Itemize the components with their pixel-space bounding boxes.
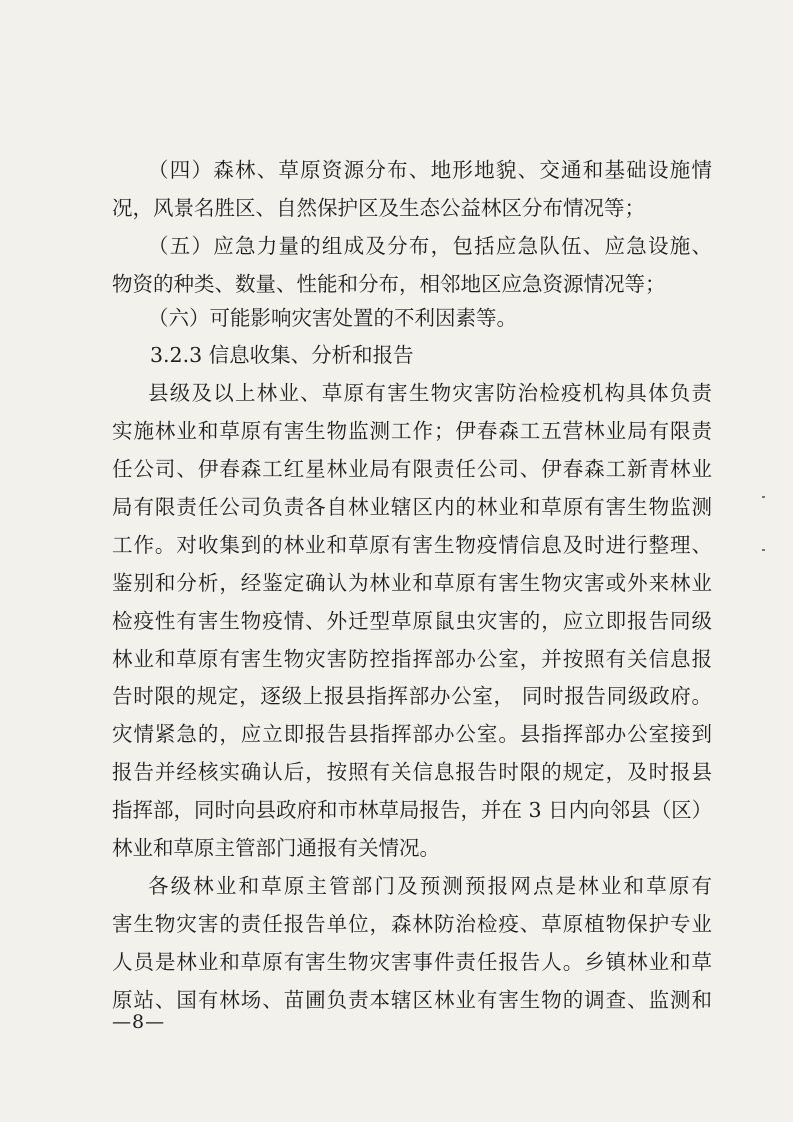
- page-number: —8—: [112, 1011, 166, 1033]
- text-line: 各级林业和草原主管部门及预测预报网点是林业和草原有: [148, 874, 712, 898]
- text-line: 县级及以上林业、草原有害生物灾害防治检疫机构具体负责: [148, 381, 712, 405]
- text-line: 灾情紧急的，应立即报告县指挥部办公室。县指挥部办公室接到: [112, 722, 712, 746]
- text-line: 原站、国有林场、苗圃负责本辖区林业有害生物的调查、监测和: [112, 988, 712, 1012]
- text-line: 林业和草原有害生物灾害防控指挥部办公室，并按照有关信息报: [112, 647, 712, 671]
- text-line: （六）可能影响灾害处置的不利因素等。: [148, 306, 517, 330]
- text-line: 报告并经核实确认后，按照有关信息报告时限的规定，及时报县: [112, 760, 712, 784]
- text-line: 物资的种类、数量、性能和分布，相邻地区应急资源情况等；: [112, 272, 666, 296]
- text-line: 局有限责任公司负责各自林业辖区内的林业和草原有害生物监测: [112, 495, 712, 519]
- text-line: 检疫性有害生物疫情、外迁型草原鼠虫灾害的，应立即报告同级: [112, 609, 712, 633]
- scan-speck: [762, 549, 765, 551]
- text-line: 人员是林业和草原有害生物灾害事件责任报告人。乡镇林业和草: [112, 950, 712, 974]
- text-line: 林业和草原主管部门通报有关情况。: [112, 836, 440, 860]
- text-line: 况，风景名胜区、自然保护区及生态公益林区分布情况等；: [112, 196, 645, 220]
- text-line: 任公司、伊春森工红星林业局有限责任公司、伊春森工新青林业: [112, 457, 712, 481]
- text-line: 鉴别和分析，经鉴定确认为林业和草原有害生物灾害或外来林业: [112, 571, 712, 595]
- text-line: 害生物灾害的责任报告单位，森林防治检疫、草原植物保护专业: [112, 912, 712, 936]
- scan-speck: [762, 496, 765, 498]
- text-line: 工作。对收集到的林业和草原有害生物疫情信息及时进行整理、: [112, 533, 712, 557]
- text-line: （四）森林、草原资源分布、地形地貌、交通和基础设施情: [148, 158, 712, 182]
- text-line: 告时限的规定，逐级上报县指挥部办公室， 同时报告同级政府。: [112, 684, 712, 708]
- text-line: 指挥部，同时向县政府和市林草局报告，并在 3 日内向邻县（区）: [112, 798, 712, 822]
- text-line: 实施林业和草原有害生物监测工作；伊春森工五营林业局有限责: [112, 419, 712, 443]
- text-line: （五）应急力量的组成及分布，包括应急队伍、应急设施、: [148, 234, 712, 258]
- section-heading: 3.2.3 信息收集、分析和报告: [150, 343, 414, 367]
